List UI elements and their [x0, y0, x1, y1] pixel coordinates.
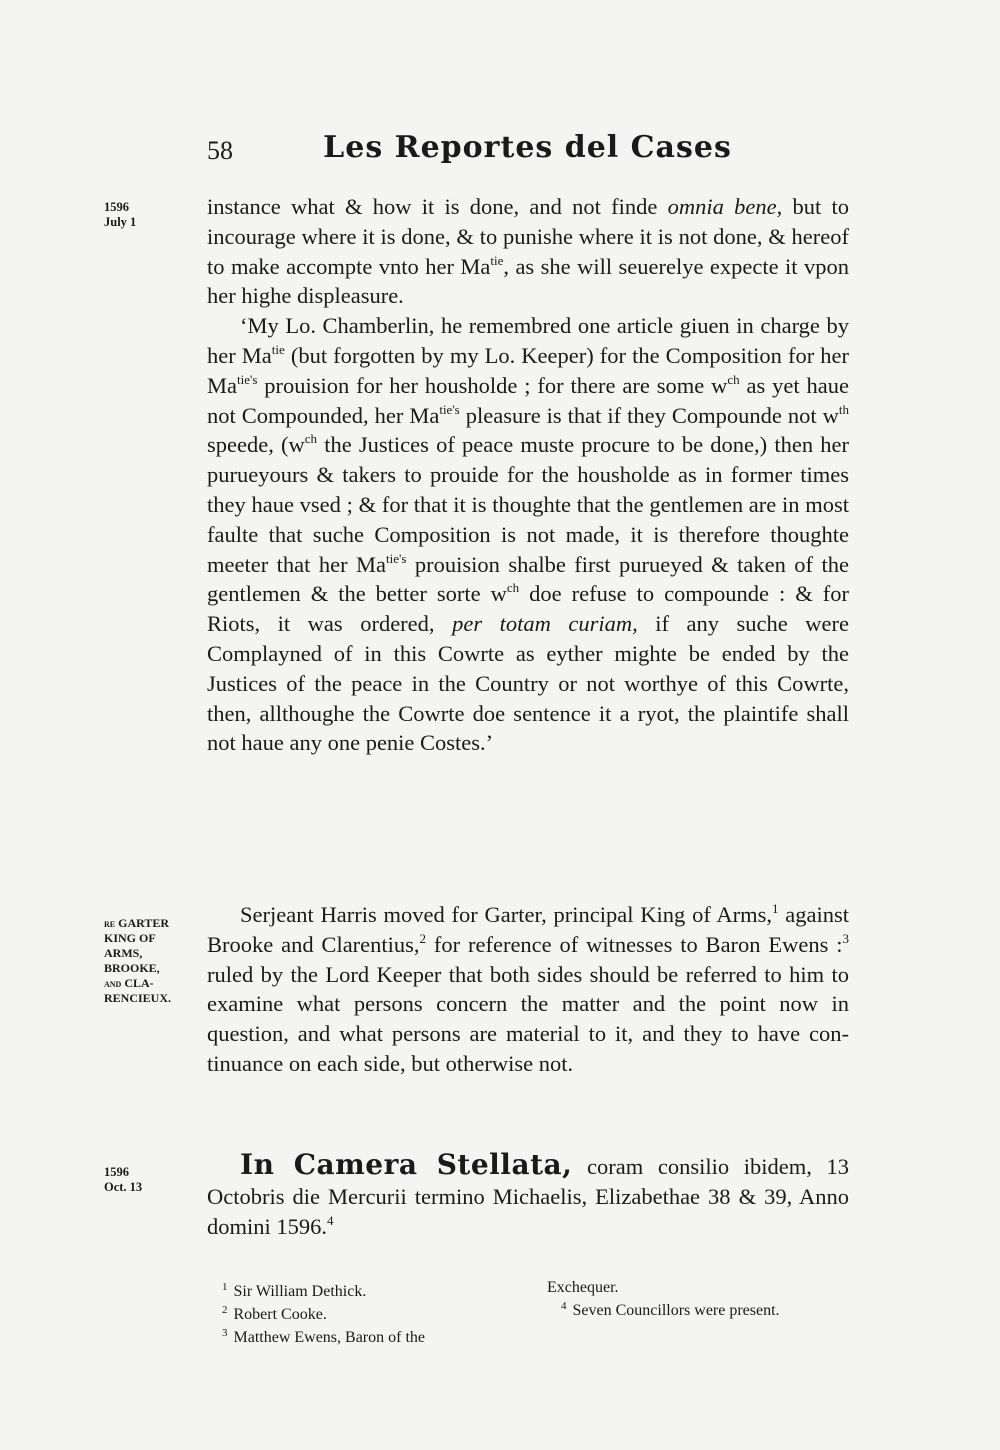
- footnote-3: [222, 1324, 527, 1347]
- superscript: ch: [727, 371, 740, 387]
- text-run: if any suche were Complayned of in this Cowrte as eyther mighte be ended by the Justices of the peace in the Country or not worthye of this Cowrte, then, allthoughe the Cowrte doe sentence it a ryot, the plaintife shall not haue any one penie Costes.’: [207, 611, 850, 756]
- superscript: tie's: [439, 401, 460, 417]
- text-run: prouision shalbe first purueyed & taken of the gentlemen & the better sorte w: [207, 551, 849, 607]
- text-run: , as she will seuerelye expecte it vpon her highe displeasure.: [207, 253, 849, 309]
- superscript: ch: [304, 431, 318, 447]
- case-note-line: BROOKE,: [104, 961, 160, 975]
- footnote-ref[interactable]: 3: [842, 930, 849, 946]
- body-text-block-3: [207, 1150, 849, 1241]
- italic-run: per totam curiam,: [452, 611, 638, 637]
- text-run: speede, (w: [207, 432, 305, 458]
- text-run: doe refuse to compounde : & for Riots, it was ordered,: [207, 581, 850, 637]
- margin-date-1-year: 1596: [104, 200, 129, 214]
- superscript: th: [838, 401, 849, 417]
- text-run: prouision for her housholde ; for there are some w: [257, 372, 728, 398]
- footnote-2: [222, 1301, 527, 1324]
- footnote-ref[interactable]: 4: [327, 1212, 334, 1228]
- footnote-1: [222, 1278, 527, 1301]
- text-run: for reference of witnesses to Baron Ewens :: [426, 931, 843, 957]
- footnote-mark: 1: [222, 1281, 228, 1293]
- case-note-line: RENCIEUX.: [104, 991, 172, 1005]
- text-run: (but forgotten by my Lo. Keeper) for the Composition for her Ma: [207, 342, 849, 398]
- superscript: ch: [506, 580, 520, 596]
- body-text-block-1: [207, 192, 849, 758]
- margin-date-2-day: Oct. 13: [104, 1180, 143, 1194]
- superscript: tie's: [386, 550, 407, 566]
- italic-run: omnia bene,: [667, 194, 783, 219]
- footnote-text: Matthew Ewens, Baron of the: [233, 1329, 426, 1346]
- footnote-mark: 2: [222, 1304, 228, 1316]
- text-run: as yet haue not Compounded, her Ma: [207, 372, 849, 428]
- text-run: instance what & how it is done, and not finde: [207, 194, 658, 219]
- footnotes-column-left: [222, 1278, 527, 1347]
- footnote-text: Seven Councillors were present.: [572, 1302, 780, 1319]
- footnote-text: Robert Cooke.: [233, 1306, 327, 1323]
- paragraph-4: [207, 1150, 849, 1241]
- superscript: tie: [271, 341, 285, 357]
- text-run: pleasure is that if they Compounde not w: [459, 402, 839, 428]
- footnote-4: [547, 1297, 852, 1320]
- case-note-line: KING OF: [104, 931, 156, 945]
- text-run: against Brooke and Clarentius,: [207, 902, 850, 957]
- margin-case-note: [104, 916, 199, 1006]
- text-run: but to incourage where it is done, & to punishe where it is not done, & hereof to make accompte vnto her Ma: [207, 194, 850, 279]
- footnote-ref[interactable]: 1: [771, 901, 779, 916]
- text-run: ‘My Lo. Chamberlin, he remembred one article giuen in charge by her Ma: [207, 313, 849, 368]
- footnote-3-continued: Exchequer.: [547, 1279, 619, 1296]
- paragraph-2: [207, 311, 849, 758]
- footnotes: [222, 1278, 852, 1347]
- text-run: the Justices of peace muste procure to be done,) then her purueyours & takers to prouide for the housholde as in former times they haue vsed ; & for that it is thoughte that the gentlemen are in most faulte that suche Composition is not made, it is therefore thoughte meeter that her Ma: [207, 432, 849, 577]
- margin-date-2-year: 1596: [104, 1165, 129, 1179]
- paragraph-1: [207, 192, 849, 311]
- case-note-line: and CLA-: [104, 976, 154, 990]
- footnote-mark: 3: [222, 1327, 228, 1339]
- text-run: Serjeant Harris moved for Garter, principal King of Arms,: [240, 902, 772, 927]
- footnotes-column-right: [547, 1278, 852, 1347]
- blackletter-heading: In Camera Stellata,: [240, 1148, 573, 1181]
- page-header: [205, 130, 850, 174]
- text-run: ruled by the Lord Keeper that both sides should be referred to him to examine what persons concern the matter and the point now in question, and what persons are material to it, and they to have continuance on each side, but otherwise not.: [207, 961, 849, 1076]
- superscript: tie: [490, 252, 504, 268]
- footnote-mark: 4: [561, 1300, 567, 1312]
- case-note-line: ARMS,: [104, 946, 143, 960]
- running-title: Les Reportes del Cases: [323, 130, 732, 165]
- margin-date-1-day: July 1: [104, 215, 137, 229]
- page-number: 58: [207, 136, 233, 165]
- superscript: tie's: [237, 371, 258, 387]
- footnote-ref[interactable]: 2: [419, 930, 427, 946]
- case-note-line: re GARTER: [104, 916, 170, 930]
- margin-date-1: [104, 200, 199, 230]
- margin-date-2: [104, 1165, 199, 1195]
- footnote-text: Sir William Dethick.: [233, 1283, 367, 1300]
- body-text-block-2: [207, 900, 849, 1079]
- paragraph-3: [207, 900, 849, 1079]
- text-run: coram consilio ibidem, 13 Octobris die Mercurii termino Michaelis, Elizabethae 38 & 39, Anno domini 1596.: [207, 1154, 849, 1239]
